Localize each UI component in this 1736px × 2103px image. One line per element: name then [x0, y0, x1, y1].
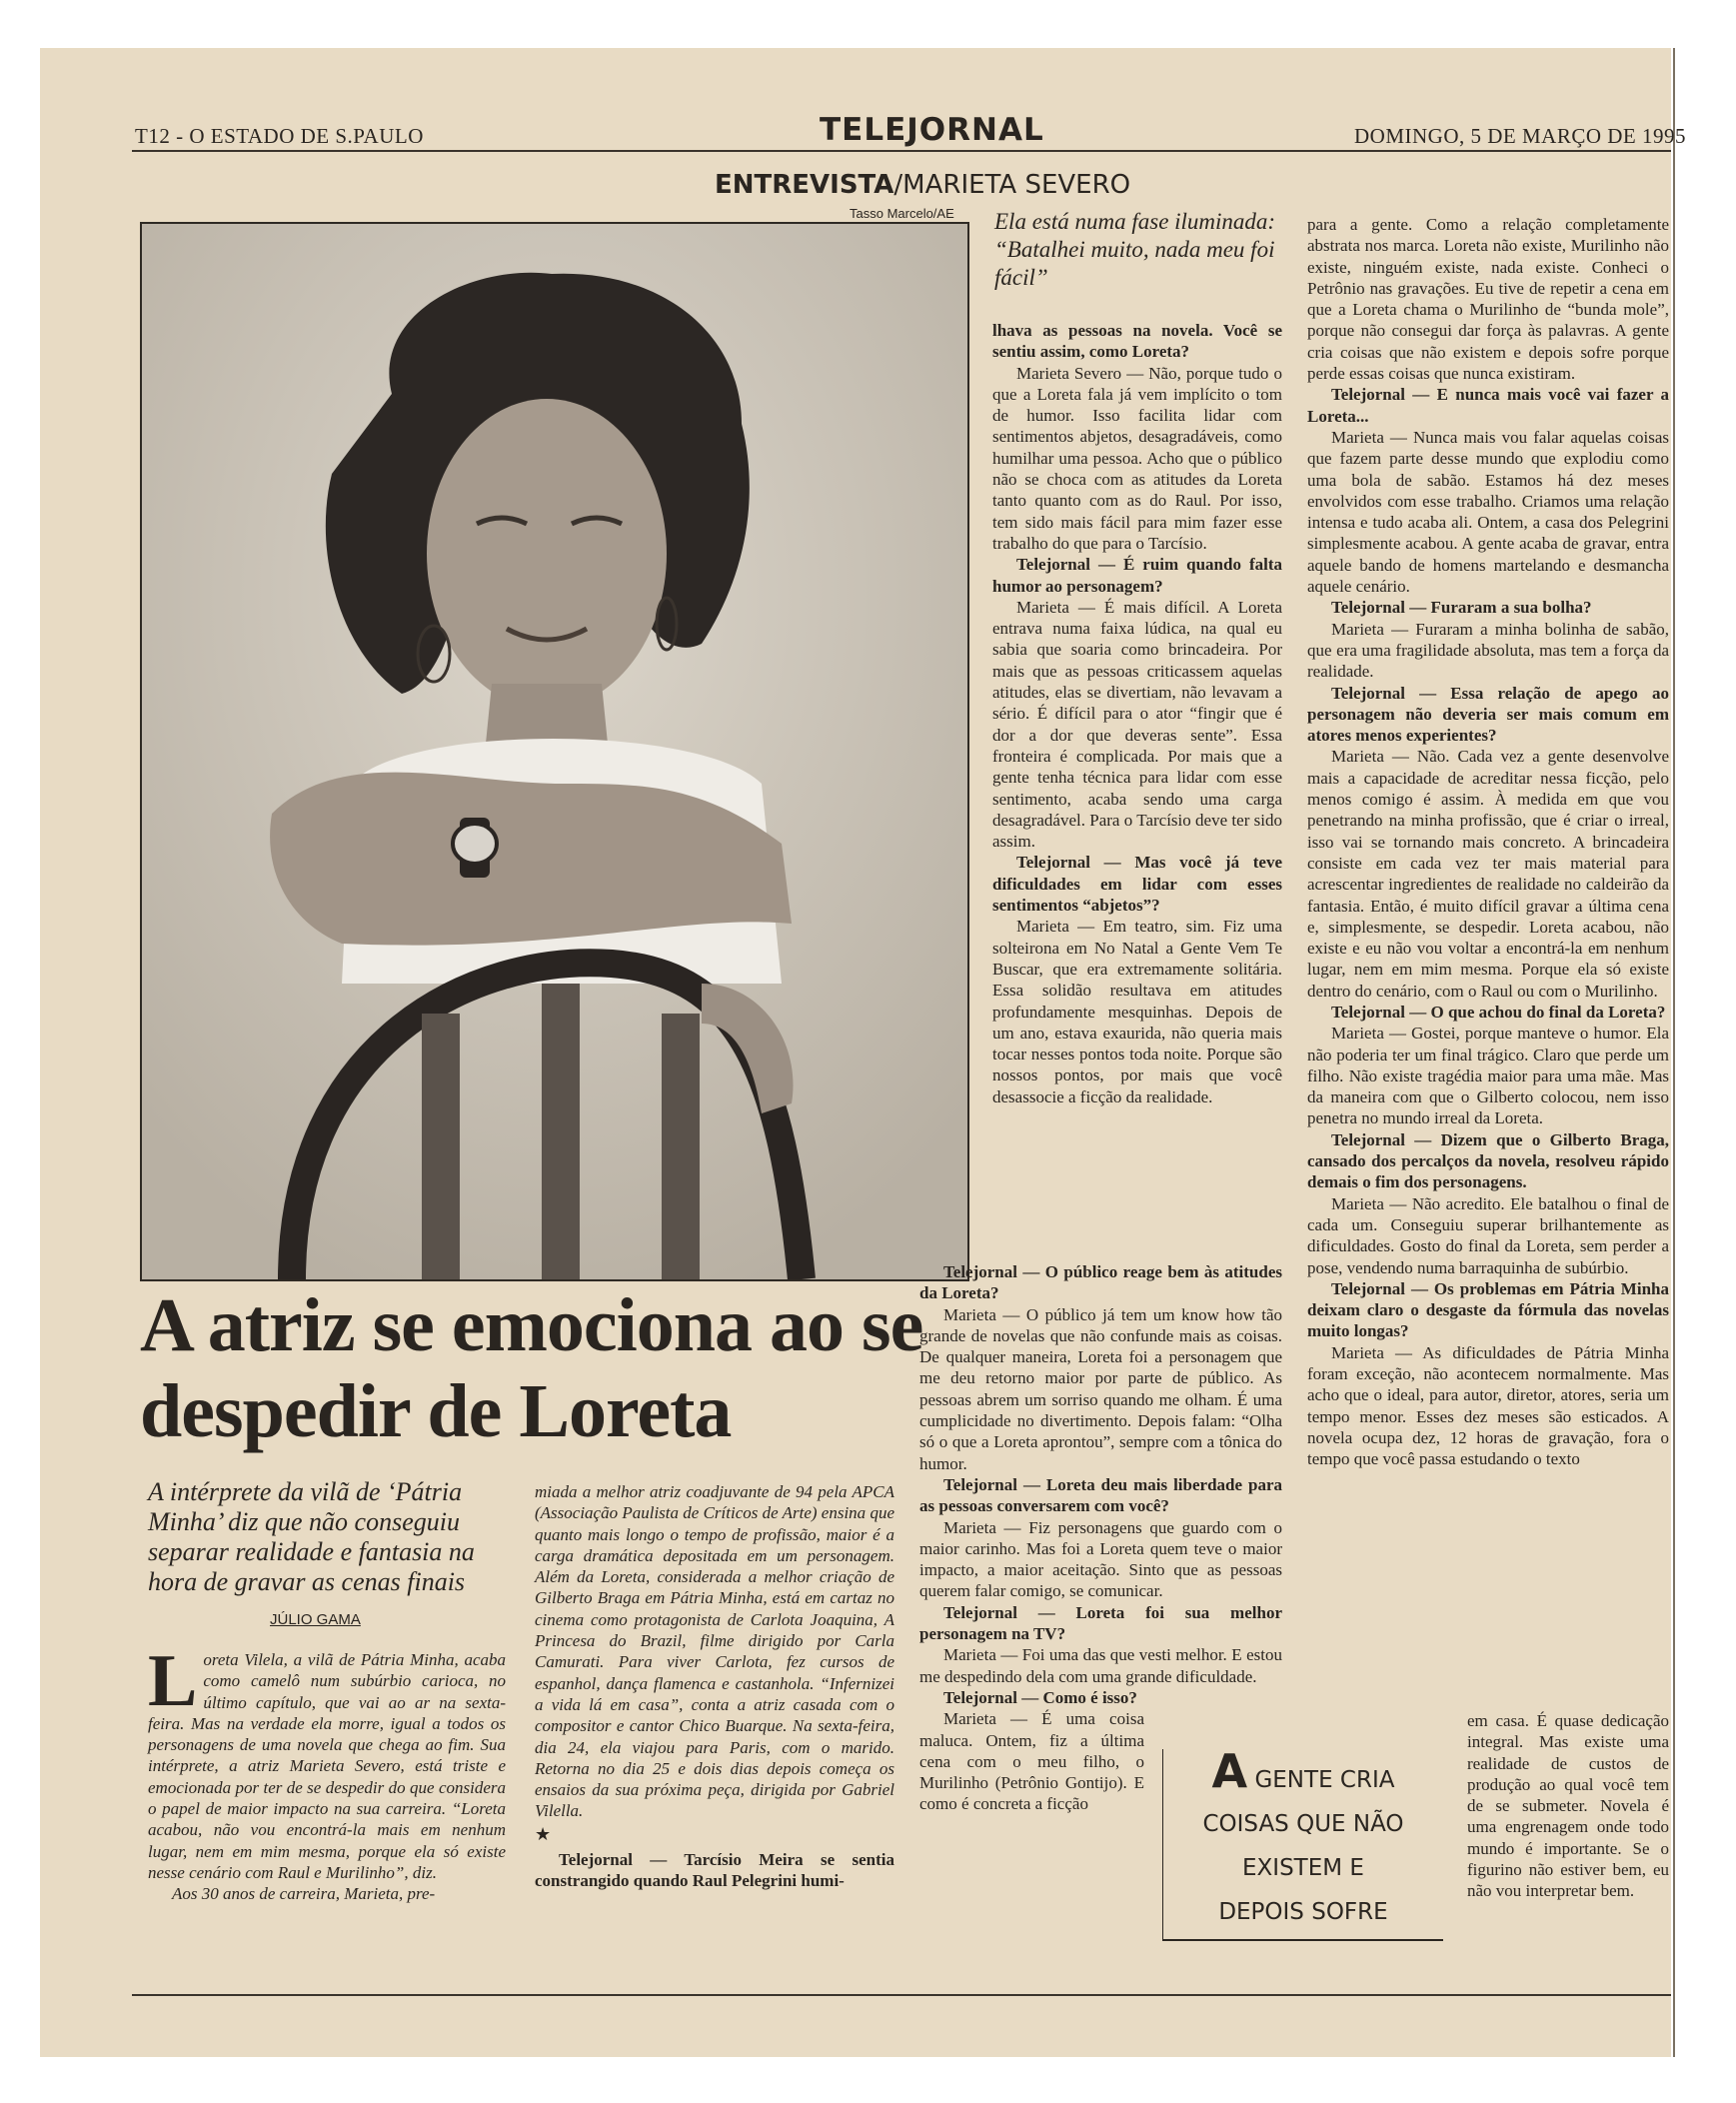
article-column-3 [992, 320, 1282, 1107]
article-column-3-lower [919, 1261, 1282, 1815]
pull-quote-line: EXISTEM E [1242, 1855, 1364, 1881]
headline: A atriz se emociona ao se despedir de Loreta [140, 1283, 923, 1453]
answer: Marieta — Nunca mais vou falar aquelas coisas que fazem parte desse mundo que explodiu como uma bola de sabão. Estamos há dez meses envolvidos com esse trabalho. Criamos uma relação intensa e tudo acaba ali. Ontem, a casa dos Pelegrini simplesmente acabou. A gente acaba de gravar, entra aquele bando de homens martelando e desmancha aquele cenário. [1307, 427, 1669, 597]
answer: Marieta — Não. Cada vez a gente desenvolve mais a capacidade de acreditar nessa ficção, pelo menos comigo é assim. À medida em que vou penetrando na minha profissão, que é criar o irreal, isso vai se tornando mais concreto. A brincadeira consiste em cada vez ter mais material para acrescentar ingredientes de realidade no caldeirão da fantasia. Então, é muito difícil gravar a última cena e, simplesmente, se despedir. Loreta acabou, não existe e eu não vou voltar a encontrá-la em nenhum lugar, nem em mim mesma. Porque ela só existe dentro do cenário, com o Raul ou com o Murilinho. [1307, 747, 1669, 1001]
kicker-subject: /MARIETA SEVERO [893, 170, 1131, 200]
answer: Marieta — Em teatro, sim. Fiz uma solteirona em No Natal a Gente Vem Te Buscar, que era extremamente solitária. Essa solidão resultava em atitudes profundamente mesquinhas. Depois de um ano, estava exaurida, não queria mais tocar nesses pontos toda noite. Porque são nossos pontos, por mais que você desassocie a ficção da realidade. [992, 917, 1282, 1106]
answer: para a gente. Como a relação completamente abstrata nos marca. Loreta não existe, Murilinho não existe, ninguém existe, nada existe. Conheci o Petrônio nas gravações. Eu tive de repetir a cena em que a Loreta chama o Murilinho de “bunda mole”, porque não consegui dar força às palavras. A gente cria coisas que não existem e depois sofre porque perde essas coisas que nunca existiram. [1307, 215, 1669, 384]
article-column-4 [1307, 214, 1669, 1470]
answer: Marieta — As dificuldades de Pátria Minha foram exceção, não acontecem normalmente. Mas acho que o ideal, para autor, diretor, atores, seria um tempo menor. Esses dez meses são esticados. A novela ocupa dez, 12 horas de gravação, fora o tempo que você passa estudando o texto [1307, 1342, 1669, 1469]
answer: Marieta — Não acredito. Ele batalhou o final de cada um. Conseguiu superar brilhantemente as dificuldades. Gosto do final da Loreta, sem perder a pose, vendendo numa barraquinha de subúrbio. [1307, 1193, 1669, 1277]
answer: Marieta — É uma coisa maluca. Ontem, fiz a última cena com o meu filho, o Murilinho (Petrônio Gontijo). E como é concreta a ficção [919, 1709, 1144, 1814]
question: Telejornal — E nunca mais você vai fazer a Loreta... [1307, 385, 1669, 426]
star-separator: ★ [535, 1823, 552, 1844]
page-date: DOMINGO, 5 DE MARÇO DE 1995 [1354, 124, 1686, 148]
question: Telejornal — Mas você já teve dificuldades em lidar com esses sentimentos “abjetos”? [992, 853, 1282, 916]
pull-quote-line [1163, 1744, 1443, 1802]
question: Telejornal — É ruim quando falta humor ao personagem? [992, 555, 1282, 596]
kicker [715, 170, 1130, 200]
answer: Marieta — Furaram a minha bolinha de sabão, que era uma fragilidade absoluta, mas tem a força da realidade. [1307, 619, 1669, 682]
kicker-section: ENTREVISTA [715, 170, 894, 200]
footer-rule [132, 1994, 1671, 1996]
deck-subtitle: A intérprete da vilã de ‘Pátria Minha’ diz que não conseguiu separar realidade e fantasia na hora de gravar as cenas finais [148, 1477, 475, 1596]
question: Telejornal — Os problemas em Pátria Minha deixam claro o desgaste da fórmula das novelas muito longas? [1307, 1278, 1669, 1341]
question: Telejornal — O público reage bem às atitudes da Loreta? [919, 1262, 1282, 1303]
question: Telejornal — Dizem que o Gilberto Braga, cansado dos percalços da novela, resolveu rápido demais o fim dos personagens. [1307, 1129, 1669, 1192]
byline: JÚLIO GAMA [270, 1611, 361, 1628]
article-column-4-lower [1467, 1710, 1669, 1902]
section-title: TELEJORNAL [820, 112, 1044, 148]
pull-quote-text: GENTE CRIA [1254, 1767, 1395, 1793]
header-rule [132, 150, 1671, 152]
pull-quote-top: Ela está numa fase iluminada: “Batalhei muito, nada meu foi fácil” [994, 209, 1276, 290]
question: Telejornal — Loreta foi sua melhor personagem na TV? [919, 1602, 1282, 1644]
paragraph: oreta Vilela, a vilã de Pátria Minha, acaba como camelô num subúrbio carioca, no último capítulo, que vai ao ar na sexta-feira. Mas na verdade ela morre, igual a todos os personagens de uma novela que chega ao fim. Sua intérprete, a atriz Marieta Severo, está triste e emocionada por ter de se despedir do que considera o papel de maior impacto na sua carreira. “Loreta acabou, não vou encontrá-la mais em nenhum lugar, nem em mim mesma, porque ela só existe nesse cenário com Raul e Murilinho”, diz. [148, 1650, 506, 1882]
pull-quote-line: COISAS QUE NÃO [1202, 1811, 1404, 1837]
answer: Marieta — O público já tem um know how tão grande de novelas que não confunde mais as coisas. De qualquer maneira, Loreta foi a personagem que me deu retorno maior por parte de público. As pessoas abrem um sorriso quando me olham. É uma cumplicidade no divertimento. Depois falam: “Olha só o que a Loreta aprontou”, sempre com a tônica do humor. [919, 1304, 1282, 1473]
question: Telejornal — Loreta deu mais liberdade para as pessoas conversarem com você? [919, 1474, 1282, 1516]
drop-cap: L [148, 1640, 198, 1722]
article-column-2 [535, 1481, 894, 1892]
page-edge [1673, 48, 1675, 2057]
article-column-1 [148, 1640, 506, 1905]
portrait-photo-drawing [142, 224, 967, 1279]
pull-quote-line: DEPOIS SOFRE [1218, 1899, 1388, 1925]
answer: Marieta — Gostei, porque manteve o humor. Ela não poderia ter um final trágico. Claro que perde um filho. Não existe tragédia maior para uma mãe. Mas da maneira com que o Gilberto colocou, nem isso penetra no mundo irreal da Loreta. [1307, 1024, 1669, 1128]
question: Telejornal — Como é isso? [943, 1687, 1137, 1707]
paragraph: miada a melhor atriz coadjuvante de 94 pela APCA (Associação Paulista de Críticos de Arte) ensina que quanto mais longo o tempo de profissão, maior é a carga dramática depositada em um personagem. Além da Loreta, considerada a melhor criação de Gilberto Braga em Pátria Minha, está em cartaz no cinema como protagonista de Carlota Joaquina, A Princesa do Brazil, filme dirigido por Carla Camurati. Para viver Carlota, fez cursos de espanhol, dança flamenca e castanhola. “Infernizei a vida lá em casa”, conta a atriz casada com o compositor e cantor Chico Buarque. Na sexta-feira, dia 24, ela viajou para Paris, com o marido. Retorna no dia 25 e dois dias depois começa os ensaios da sua próxima peça, dirigida por Gabriel Vilella. [535, 1482, 894, 1821]
page-folio: T12 - O ESTADO DE S.PAULO [135, 124, 424, 148]
photo-credit: Tasso Marcelo/AE [850, 206, 954, 221]
question: Telejornal — O que achou do final da Loreta? [1331, 1002, 1666, 1022]
answer: Marieta — É mais difícil. A Loreta entrava numa faixa lúdica, na qual eu sabia que soaria como brincadeira. Por mais que as pessoas criticassem aquelas atitudes, elas se divertiam, não levavam a sério. É difícil para o ator “fingir que é dor a dor que deveras sente”. Essa fronteira é complicada. Por mais que a gente tenha técnica para lidar com esse sentimento, acaba sendo uma carga desagradável. Para o Tarcísio deve ter sido assim. [992, 597, 1282, 852]
answer: Marieta — Foi uma das que vesti melhor. E estou me despedindo dela com uma grande dificuldade. [919, 1645, 1282, 1686]
question: Telejornal — Tarcísio Meira se sentia constrangido quando Raul Pelegrini humi- [535, 1850, 894, 1891]
question: lhava as pessoas na novela. Você se sentiu assim, como Loreta? [992, 321, 1282, 362]
question: Telejornal — Essa relação de apego ao personagem não deveria ser mais comum em atores menos experientes? [1307, 683, 1669, 746]
answer: Marieta — Fiz personagens que guardo com o maior carinho. Mas foi a Loreta quem teve o maior impacto, a maior aceitação. Sinto que as pessoas querem falar comigo, se comunicar. [919, 1517, 1282, 1601]
portrait-photo [140, 222, 969, 1281]
answer: em casa. É quase dedicação integral. Mas existe uma realidade de custos de produção ao qual você tem de se submeter. Novela é uma engrenagem onde todo mundo é importante. Se o figurino não estiver bem, eu não vou interpretar bem. [1467, 1711, 1669, 1901]
paragraph: Aos 30 anos de carreira, Marieta, pre- [172, 1884, 436, 1904]
answer: Marieta Severo — Não, porque tudo o que a Loreta fala já vem implícito o tom de humor. Isso facilita lidar com sentimentos abjetos, desagradáveis, como humilhar uma pessoa. Acho que o público não se choca com as atitudes da Loreta tanto quanto com as do Raul. Por isso, tem sido mais fácil para mim fazer esse trabalho do que para o Tarcísio. [992, 363, 1282, 553]
pull-quote-initial: A [1211, 1744, 1248, 1798]
pull-quote-box [1162, 1744, 1443, 1941]
question: Telejornal — Furaram a sua bolha? [1331, 598, 1592, 618]
